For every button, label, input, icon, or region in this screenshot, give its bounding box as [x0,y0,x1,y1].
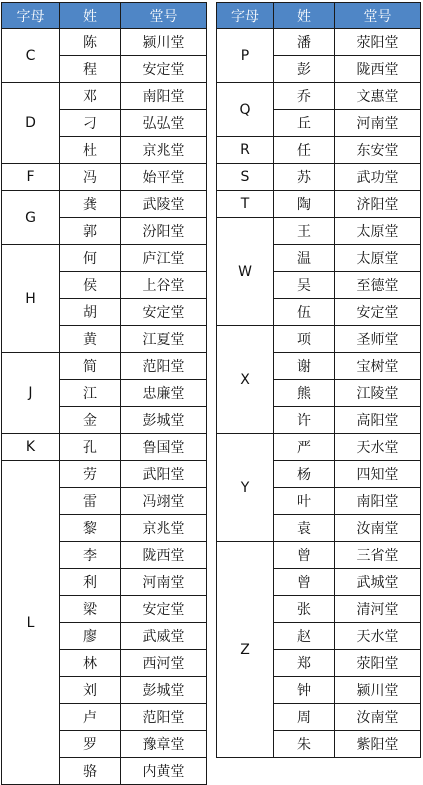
hall-cell: 宝树堂 [335,353,421,380]
surname-cell: 程 [60,56,121,83]
surname-cell: 劳 [60,461,121,488]
hall-cell: 江陵堂 [335,380,421,407]
hall-cell: 忠廉堂 [121,380,207,407]
surname-cell: 李 [60,542,121,569]
surname-cell: 梁 [60,596,121,623]
hall-cell: 范阳堂 [121,353,207,380]
hall-cell: 南阳堂 [335,488,421,515]
surname-cell: 周 [274,704,335,731]
header-letter: 字母 [217,3,274,29]
surname-cell: 雷 [60,488,121,515]
letter-cell: C [2,29,60,83]
surname-cell: 谢 [274,353,335,380]
table-row [217,326,421,353]
hall-cell: 汝南堂 [335,515,421,542]
surname-cell: 苏 [274,164,335,191]
surname-cell: 张 [274,596,335,623]
table-row [217,29,421,56]
letter-cell: H [2,245,60,353]
surname-cell: 何 [60,245,121,272]
table-row [217,191,421,218]
header-row [2,3,207,29]
table-row [2,353,207,380]
hall-cell: 河南堂 [335,110,421,137]
hall-cell: 荥阳堂 [335,29,421,56]
table-row [2,83,207,110]
hall-cell: 武阳堂 [121,461,207,488]
hall-cell: 太原堂 [335,218,421,245]
hall-cell: 安定堂 [121,56,207,83]
surname-cell: 伍 [274,299,335,326]
table-row [2,461,207,488]
surname-cell: 黄 [60,326,121,353]
letter-cell: P [217,29,274,83]
hall-cell: 河南堂 [121,569,207,596]
letter-cell: L [2,461,60,785]
letter-cell: R [217,137,274,164]
surname-cell: 彭 [274,56,335,83]
hall-cell: 陇西堂 [121,542,207,569]
surname-cell: 罗 [60,731,121,758]
letter-cell: S [217,164,274,191]
hall-cell: 鲁国堂 [121,434,207,461]
hall-cell: 高阳堂 [335,407,421,434]
hall-cell: 范阳堂 [121,704,207,731]
hall-cell: 南阳堂 [121,83,207,110]
hall-cell: 京兆堂 [121,515,207,542]
letter-cell: Y [217,434,274,542]
hall-cell: 武陵堂 [121,191,207,218]
letter-cell: J [2,353,60,434]
hall-cell: 陇西堂 [335,56,421,83]
surname-cell: 利 [60,569,121,596]
surname-cell: 江 [60,380,121,407]
surname-cell: 简 [60,353,121,380]
hall-cell: 清河堂 [335,596,421,623]
surname-cell: 陈 [60,29,121,56]
hall-cell: 彭城堂 [121,407,207,434]
header-hall: 堂号 [121,3,207,29]
surname-cell: 严 [274,434,335,461]
surname-cell: 赵 [274,623,335,650]
table-row [217,218,421,245]
hall-cell: 西河堂 [121,650,207,677]
empty-cell [217,758,421,785]
surname-cell: 胡 [60,299,121,326]
hall-cell: 三省堂 [335,542,421,569]
table-row [217,164,421,191]
left-table-body [2,29,207,785]
hall-cell: 汝南堂 [335,704,421,731]
letter-cell: D [2,83,60,164]
surname-cell: 侯 [60,272,121,299]
surname-cell: 卢 [60,704,121,731]
surname-cell: 孔 [60,434,121,461]
surname-cell: 丘 [274,110,335,137]
hall-cell: 天水堂 [335,623,421,650]
hall-cell: 武城堂 [335,569,421,596]
header-surname: 姓 [60,3,121,29]
surname-cell: 袁 [274,515,335,542]
surname-cell: 吴 [274,272,335,299]
hall-cell: 东安堂 [335,137,421,164]
surname-cell: 杨 [274,461,335,488]
surname-cell: 温 [274,245,335,272]
surname-cell: 叶 [274,488,335,515]
surname-cell: 曾 [274,569,335,596]
header-row [217,3,421,29]
surname-cell: 陶 [274,191,335,218]
header-surname: 姓 [274,3,335,29]
hall-cell: 江夏堂 [121,326,207,353]
letter-cell: G [2,191,60,245]
right-table-body [217,29,421,785]
surname-cell: 刁 [60,110,121,137]
hall-cell: 弘弘堂 [121,110,207,137]
table-row [2,164,207,191]
hall-cell: 济阳堂 [335,191,421,218]
surname-cell: 许 [274,407,335,434]
hall-cell: 圣师堂 [335,326,421,353]
hall-cell: 紫阳堂 [335,731,421,758]
surname-cell: 刘 [60,677,121,704]
hall-cell: 太原堂 [335,245,421,272]
letter-cell: X [217,326,274,434]
table-row [2,29,207,56]
empty-row [217,758,421,785]
header-hall: 堂号 [335,3,421,29]
hall-cell: 安定堂 [121,596,207,623]
hall-cell: 荥阳堂 [335,650,421,677]
hall-cell: 天水堂 [335,434,421,461]
table-row [217,137,421,164]
hall-cell: 颍川堂 [121,29,207,56]
surname-cell: 金 [60,407,121,434]
hall-cell: 上谷堂 [121,272,207,299]
surname-cell: 潘 [274,29,335,56]
hall-cell: 文惠堂 [335,83,421,110]
surname-cell: 龚 [60,191,121,218]
surname-cell: 钟 [274,677,335,704]
letter-cell: T [217,191,274,218]
hall-cell: 武威堂 [121,623,207,650]
surname-cell: 熊 [274,380,335,407]
surname-cell: 杜 [60,137,121,164]
table-row [217,83,421,110]
surname-cell: 曾 [274,542,335,569]
table-row [2,191,207,218]
surname-cell: 王 [274,218,335,245]
hall-cell: 至德堂 [335,272,421,299]
surname-cell: 黎 [60,515,121,542]
hall-cell: 颍川堂 [335,677,421,704]
hall-cell: 汾阳堂 [121,218,207,245]
surname-cell: 廖 [60,623,121,650]
header-letter: 字母 [2,3,60,29]
hall-cell: 内黄堂 [121,758,207,785]
surname-cell: 骆 [60,758,121,785]
hall-cell: 安定堂 [335,299,421,326]
letter-cell: K [2,434,60,461]
surname-cell: 任 [274,137,335,164]
hall-cell: 冯翊堂 [121,488,207,515]
hall-cell: 四知堂 [335,461,421,488]
hall-cell: 始平堂 [121,164,207,191]
surname-cell: 乔 [274,83,335,110]
table-row [2,434,207,461]
surname-cell: 郑 [274,650,335,677]
hall-cell: 庐江堂 [121,245,207,272]
left-surname-table [1,2,207,785]
hall-cell: 武功堂 [335,164,421,191]
table-row [217,542,421,569]
hall-cell: 京兆堂 [121,137,207,164]
surname-cell: 邓 [60,83,121,110]
surname-cell: 项 [274,326,335,353]
table-row [217,434,421,461]
surname-cell: 冯 [60,164,121,191]
letter-cell: Z [217,542,274,758]
hall-cell: 彭城堂 [121,677,207,704]
hall-cell: 豫章堂 [121,731,207,758]
right-surname-table [216,2,421,784]
table-row [2,245,207,272]
surname-cell: 朱 [274,731,335,758]
letter-cell: F [2,164,60,191]
letter-cell: W [217,218,274,326]
surname-cell: 林 [60,650,121,677]
surname-cell: 郭 [60,218,121,245]
hall-cell: 安定堂 [121,299,207,326]
letter-cell: Q [217,83,274,137]
